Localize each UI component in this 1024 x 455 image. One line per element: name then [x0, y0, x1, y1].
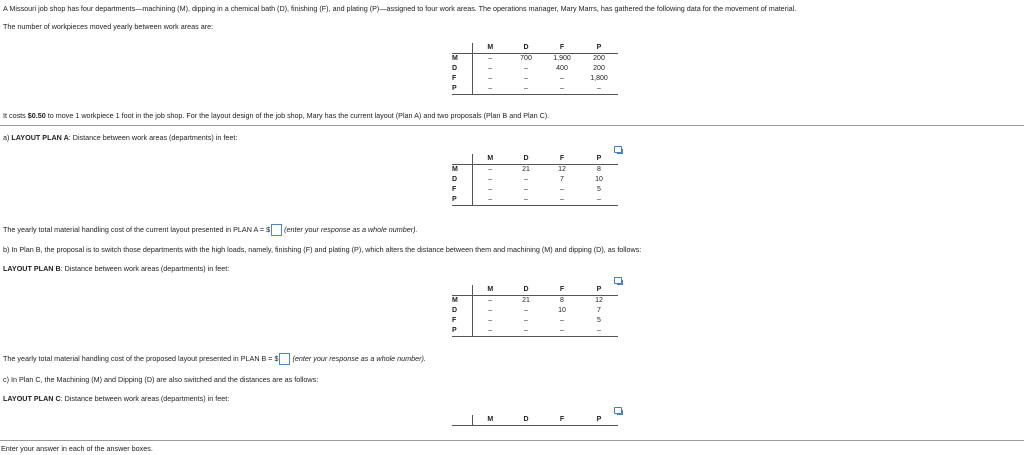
row-label: D [452, 307, 458, 314]
matrix-cell: 400 [556, 65, 568, 72]
col-header: F [544, 415, 580, 426]
plan-b-title: LAYOUT PLAN B [3, 264, 61, 273]
col-header: M [472, 285, 508, 296]
col-header: D [508, 154, 544, 165]
matrix-cell: – [580, 84, 618, 95]
matrix-cell: 21 [522, 297, 530, 304]
col-header: M [472, 154, 508, 165]
row-label: P [452, 84, 472, 95]
matrix-cell: – [524, 317, 528, 324]
copy-icon[interactable] [614, 146, 622, 153]
section-divider [0, 125, 1024, 126]
matrix-cell: 12 [558, 166, 566, 173]
matrix-cell: 8 [597, 166, 601, 173]
plan-b-answer-hint: (enter your response as a whole number). [292, 353, 426, 363]
matrix-cell: – [472, 84, 508, 95]
matrix-cell: – [472, 64, 508, 74]
cost-statement [3, 111, 549, 120]
plan-c-heading [3, 394, 229, 403]
matrix-cell: 7 [597, 307, 601, 314]
plan-a-part-label: a) [3, 133, 12, 142]
matrix-cell: – [580, 326, 618, 337]
plan-a-title: LAYOUT PLAN A [11, 133, 69, 142]
matrix-cell: – [544, 326, 580, 337]
matrix-cell: – [560, 186, 564, 193]
col-header: D [508, 285, 544, 296]
workpieces-label: The number of workpieces moved yearly between work areas are: [3, 22, 214, 31]
matrix-cell: – [508, 195, 544, 206]
matrix-cell: – [472, 296, 508, 307]
plan-b-distance-matrix [452, 285, 618, 337]
plan-b-answer-line [3, 353, 426, 365]
matrix-cell: 1,900 [553, 55, 571, 62]
matrix-cell: 5 [597, 186, 601, 193]
col-header: M [472, 415, 508, 426]
row-label: D [452, 65, 458, 72]
plan-b-intro: b) In Plan B, the proposal is to switch those departments with the high loads, namely, finishing (F) and plating (P), which alters the distance between them and machining (M) and dipping (D), as follows: [3, 245, 642, 254]
copy-icon[interactable] [614, 407, 622, 414]
matrix-cell: – [472, 185, 508, 195]
row-label: M [452, 297, 458, 304]
matrix-cell: – [472, 165, 508, 176]
matrix-cell: – [472, 195, 508, 206]
col-header: D [508, 43, 544, 54]
row-label: P [452, 195, 472, 206]
plan-a-heading [3, 133, 237, 142]
plan-b-answer-prefix: The yearly total material handling cost of the proposed layout presented in PLAN B = $ [3, 353, 279, 363]
footer-divider [0, 440, 1024, 441]
matrix-cell: – [472, 175, 508, 185]
matrix-cell: – [508, 326, 544, 337]
col-header: F [544, 43, 580, 54]
row-label: M [452, 55, 458, 62]
col-header: F [544, 154, 580, 165]
footer-instruction: Enter your answer in each of the answer boxes. [1, 444, 153, 453]
matrix-cell: 700 [520, 55, 532, 62]
cost-amount: $0.50 [27, 111, 46, 120]
col-header: M [472, 43, 508, 54]
col-header: P [580, 285, 618, 296]
matrix-cell: – [472, 306, 508, 316]
copy-icon[interactable] [614, 277, 622, 284]
matrix-cell: – [560, 317, 564, 324]
problem-intro: A Missouri job shop has four departments—machining (M), dipping in a chemical bath (D), finishing (F), and plating (P)—assigned to four work areas. The operations manager, Mary Marrs, has gathered the following data for the movement of material. [3, 4, 797, 13]
plan-c-distance-matrix [452, 415, 618, 426]
matrix-cell: – [472, 316, 508, 326]
plan-c-title: LAYOUT PLAN C [3, 394, 61, 403]
matrix-cell: – [560, 75, 564, 82]
matrix-cell: – [472, 54, 508, 65]
matrix-cell: 8 [560, 297, 564, 304]
matrix-cell: – [580, 195, 618, 206]
matrix-cell: – [524, 186, 528, 193]
matrix-cell: – [544, 84, 580, 95]
row-label: P [452, 326, 472, 337]
col-header: P [580, 415, 618, 426]
row-label: F [452, 186, 457, 193]
plan-b-answer-input[interactable] [279, 353, 290, 365]
matrix-cell: 10 [558, 307, 566, 314]
row-label: M [452, 166, 458, 173]
matrix-cell: 12 [595, 297, 603, 304]
plan-b-heading [3, 264, 229, 273]
matrix-cell: – [544, 195, 580, 206]
plan-c-intro: c) In Plan C, the Machining (M) and Dipping (D) are also switched and the distances are as follows: [3, 375, 319, 384]
matrix-cell: 1,800 [590, 75, 608, 82]
workpieces-matrix [452, 43, 618, 95]
matrix-cell: 5 [597, 317, 601, 324]
plan-a-answer-hint: (enter your response as a whole number). [284, 224, 418, 234]
matrix-cell: – [524, 65, 528, 72]
matrix-cell: 21 [522, 166, 530, 173]
cost-text: It costs [3, 111, 28, 120]
row-label: F [452, 317, 457, 324]
matrix-cell: – [524, 307, 528, 314]
matrix-cell: – [472, 74, 508, 84]
plan-c-subtitle: : Distance between work areas (departments) in feet: [60, 394, 230, 403]
matrix-cell: 200 [593, 65, 605, 72]
matrix-cell: 10 [595, 176, 603, 183]
matrix-cell: – [508, 84, 544, 95]
plan-a-answer-line [3, 224, 418, 236]
col-header: D [508, 415, 544, 426]
plan-a-answer-input[interactable] [271, 224, 282, 236]
matrix-cell: – [524, 75, 528, 82]
plan-a-subtitle: : Distance between work areas (departments) in feet: [68, 133, 238, 142]
col-header: F [544, 285, 580, 296]
plan-a-distance-matrix [452, 154, 618, 206]
matrix-cell: – [472, 326, 508, 337]
matrix-cell: 200 [593, 55, 605, 62]
plan-b-subtitle: : Distance between work areas (departments) in feet: [60, 264, 230, 273]
plan-a-answer-prefix: The yearly total material handling cost of the current layout presented in PLAN A = $ [3, 224, 271, 234]
row-label: F [452, 75, 457, 82]
cost-rest: to move 1 workpiece 1 foot in the job shop. For the layout design of the job shop, Mary has the current layout (Plan A) and two proposals (Plan B and Plan C). [45, 111, 550, 120]
matrix-cell: 7 [560, 176, 564, 183]
col-header: P [580, 43, 618, 54]
row-label: D [452, 176, 458, 183]
col-header: P [580, 154, 618, 165]
matrix-cell: – [524, 176, 528, 183]
